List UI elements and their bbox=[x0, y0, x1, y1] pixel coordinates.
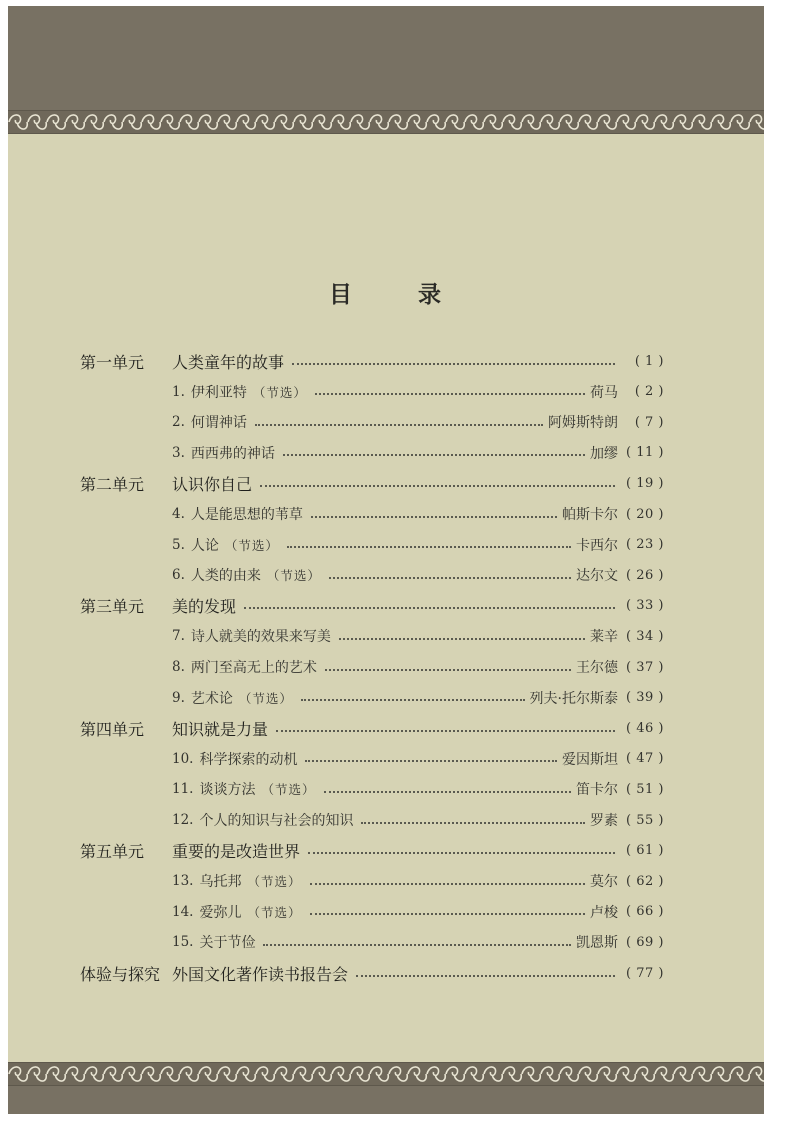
unit-label: 第三单元 bbox=[80, 597, 145, 617]
toc-unit-row bbox=[80, 346, 664, 376]
unit-title: 重要的是改造世界 bbox=[172, 842, 301, 862]
toc-item-row bbox=[172, 560, 664, 590]
page-number: ( 77 ) bbox=[626, 965, 664, 981]
dot-leader bbox=[308, 851, 615, 854]
item-title: 两门至高无上的艺术 bbox=[190, 660, 317, 676]
table-of-contents bbox=[8, 6, 764, 1114]
dot-leader bbox=[260, 484, 615, 487]
item-number: 13. bbox=[172, 873, 194, 890]
item-author: 帕斯卡尔 bbox=[562, 507, 618, 523]
item-author: 王尔德 bbox=[576, 660, 618, 676]
item-author: 列夫·托尔斯泰 bbox=[529, 690, 618, 707]
page-number: ( 23 ) bbox=[626, 537, 664, 553]
item-number: 8. bbox=[172, 659, 185, 675]
toc-item-row bbox=[172, 927, 664, 957]
item-number: 15. bbox=[172, 934, 194, 951]
page-number: ( 1 ) bbox=[634, 353, 664, 369]
toc-item-row bbox=[172, 774, 664, 804]
title-char-1: 目 bbox=[329, 282, 354, 308]
item-number: 10. bbox=[172, 750, 194, 767]
dot-leader bbox=[283, 453, 585, 456]
dot-leader bbox=[310, 912, 586, 915]
item-number: 12. bbox=[172, 812, 194, 828]
dot-leader bbox=[329, 576, 571, 579]
item-note: （节选） bbox=[247, 904, 302, 920]
item-title: 西西弗的神话 bbox=[190, 445, 275, 462]
item-title: 人类的由来 bbox=[190, 568, 261, 585]
toc-item-row bbox=[172, 499, 664, 529]
title-char-2: 录 bbox=[418, 282, 443, 308]
page-number: ( 46 ) bbox=[626, 720, 664, 736]
item-note: （节选） bbox=[224, 537, 279, 553]
dot-leader bbox=[324, 790, 572, 793]
item-author: 达尔文 bbox=[576, 568, 618, 585]
page-number: ( 47 ) bbox=[626, 751, 664, 767]
item-note: （节选） bbox=[247, 874, 302, 890]
toc-item-row bbox=[172, 438, 664, 468]
dot-leader bbox=[356, 974, 615, 977]
item-title: 伊利亚特 bbox=[190, 384, 247, 401]
item-author: 笛卡尔 bbox=[576, 782, 618, 799]
item-title: 乌托邦 bbox=[199, 874, 242, 891]
dot-leader bbox=[361, 821, 585, 824]
item-number: 14. bbox=[172, 903, 194, 920]
toc-item-row bbox=[172, 377, 664, 407]
toc-item-row bbox=[172, 805, 664, 835]
page-number: ( 7 ) bbox=[634, 414, 664, 430]
bottom-band bbox=[8, 1086, 764, 1114]
page-number: ( 20 ) bbox=[626, 506, 664, 522]
toc-unit-row bbox=[80, 468, 664, 498]
page-number: ( 66 ) bbox=[626, 904, 664, 920]
toc-unit-row bbox=[80, 836, 664, 866]
dot-leader bbox=[311, 515, 557, 518]
dot-leader bbox=[244, 606, 615, 609]
item-author: 莫尔 bbox=[590, 874, 618, 891]
item-title: 谈谈方法 bbox=[199, 782, 256, 799]
item-number: 11. bbox=[172, 781, 194, 798]
page-number: ( 61 ) bbox=[626, 843, 664, 859]
dot-leader bbox=[315, 392, 585, 395]
toc-item-row bbox=[172, 652, 664, 682]
dot-leader bbox=[305, 759, 557, 762]
unit-label: 体验与探究 bbox=[80, 964, 161, 984]
page-number: ( 69 ) bbox=[626, 934, 664, 950]
page-number: ( 33 ) bbox=[626, 598, 664, 614]
toc-item-row bbox=[172, 530, 664, 560]
item-author: 爱因斯坦 bbox=[562, 751, 618, 768]
item-note: （节选） bbox=[252, 384, 307, 400]
item-title: 诗人就美的效果来写美 bbox=[190, 629, 331, 646]
dot-leader bbox=[310, 882, 586, 885]
item-title: 个人的知识与社会的知识 bbox=[199, 813, 354, 829]
toc-item-row bbox=[172, 621, 664, 651]
unit-label: 第四单元 bbox=[80, 719, 145, 739]
item-number: 4. bbox=[172, 506, 185, 522]
item-number: 1. bbox=[172, 383, 185, 400]
dot-leader bbox=[263, 943, 571, 946]
toc-item-row bbox=[172, 866, 664, 896]
item-title: 艺术论 bbox=[190, 690, 233, 707]
page-number: ( 34 ) bbox=[626, 628, 664, 644]
item-number: 7. bbox=[172, 628, 185, 645]
item-note: （节选） bbox=[261, 782, 316, 798]
unit-label: 第五单元 bbox=[80, 842, 145, 862]
item-author: 莱辛 bbox=[590, 629, 618, 646]
item-author: 凯恩斯 bbox=[576, 935, 618, 952]
item-note: （节选） bbox=[238, 690, 293, 706]
ornamental-border-bottom bbox=[8, 1062, 764, 1086]
item-number: 2. bbox=[172, 414, 185, 431]
unit-label: 第一单元 bbox=[80, 352, 145, 372]
page-number: ( 19 ) bbox=[626, 475, 664, 491]
item-title: 科学探索的动机 bbox=[199, 751, 298, 768]
page-number: ( 11 ) bbox=[626, 445, 664, 461]
page-number: ( 55 ) bbox=[626, 812, 664, 828]
unit-title: 人类童年的故事 bbox=[172, 352, 285, 372]
item-number: 5. bbox=[172, 536, 185, 553]
toc-unit-row bbox=[80, 713, 664, 743]
item-title: 人论 bbox=[190, 537, 219, 554]
unit-title: 知识就是力量 bbox=[172, 719, 269, 739]
page-number: ( 62 ) bbox=[626, 873, 664, 889]
item-title: 关于节俭 bbox=[199, 935, 256, 952]
page-number: ( 51 ) bbox=[626, 781, 664, 797]
toc-item-row bbox=[172, 407, 664, 437]
toc-item-row bbox=[172, 744, 664, 774]
item-title: 何谓神话 bbox=[190, 415, 247, 432]
page-number: ( 26 ) bbox=[626, 567, 664, 583]
unit-title: 美的发现 bbox=[172, 597, 237, 617]
item-number: 3. bbox=[172, 444, 185, 461]
book-page bbox=[8, 6, 764, 1114]
unit-label: 第二单元 bbox=[80, 474, 145, 494]
toc-item-row bbox=[172, 897, 664, 927]
item-author: 罗素 bbox=[590, 813, 618, 829]
item-title: 人是能思想的苇草 bbox=[190, 507, 303, 523]
unit-title: 外国文化著作读书报告会 bbox=[172, 964, 349, 984]
dot-leader bbox=[325, 668, 571, 671]
dot-leader bbox=[255, 423, 543, 426]
item-author: 阿姆斯特朗 bbox=[548, 415, 618, 432]
page-number: ( 39 ) bbox=[626, 690, 664, 706]
item-author: 荷马 bbox=[590, 384, 618, 401]
unit-title: 认识你自己 bbox=[172, 474, 253, 494]
toc-unit-row bbox=[80, 591, 664, 621]
item-number: 6. bbox=[172, 567, 185, 584]
item-author: 加缪 bbox=[590, 445, 618, 462]
page-number: ( 2 ) bbox=[634, 384, 664, 400]
dot-leader bbox=[292, 362, 615, 365]
dot-leader bbox=[276, 729, 615, 732]
page-number: ( 37 ) bbox=[626, 659, 664, 675]
item-author: 卡西尔 bbox=[576, 537, 618, 554]
item-title: 爱弥儿 bbox=[199, 904, 242, 921]
dot-leader bbox=[339, 637, 585, 640]
item-note: （节选） bbox=[266, 568, 321, 584]
dot-leader bbox=[301, 698, 525, 701]
item-author: 卢梭 bbox=[590, 904, 618, 921]
scroll-ornament-icon bbox=[8, 1063, 764, 1085]
dot-leader bbox=[287, 545, 571, 548]
toc-unit-row bbox=[80, 958, 664, 988]
toc-item-row bbox=[172, 683, 664, 713]
item-number: 9. bbox=[172, 689, 185, 706]
